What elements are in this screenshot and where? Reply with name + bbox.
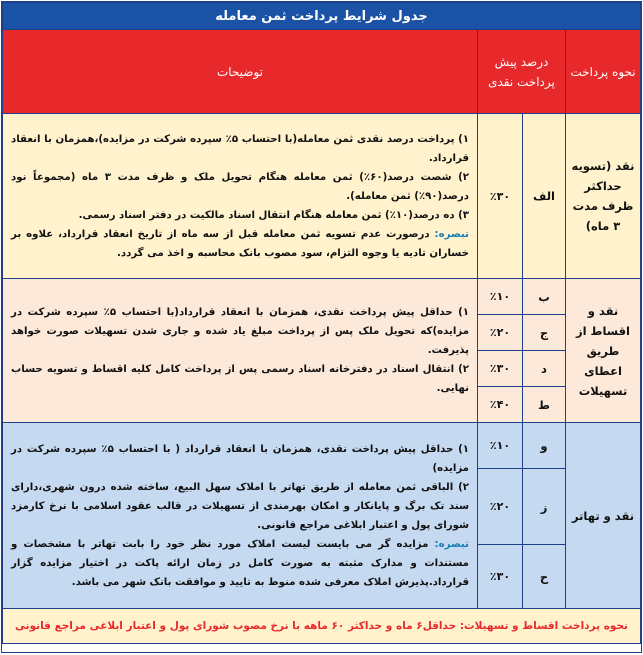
option-code: ب: [523, 279, 566, 315]
description-line: ۱) حداقل پیش پرداخت نقدی، همزمان با انعقاد قرارداد ( با احتساب ۵٪ سپرده شرکت در مزایده): [11, 443, 469, 474]
note: [11, 535, 469, 592]
description-cell: [3, 279, 478, 423]
header-payment-method: نحوه پرداخت: [566, 30, 641, 114]
table-title: جدول شرایط پرداخت ثمن معامله: [3, 3, 641, 30]
description-line: ۱) حداقل پیش پرداخت نقدی، همزمان با انعقاد قرارداد(با احتساب ۵٪ سپرده شرکت در مزایده)که تحویل ملک پس از پرداخت مبلغ یاد شده و جاری شدن تسهیلات صورت خواهد پذیرفت.: [11, 307, 470, 356]
description-line: ۱) پرداخت درصد نقدی ثمن معامله(با احتساب ۵٪ سپرده شرکت در مزایده)،همزمان با انعقاد قرارداد.: [11, 133, 469, 164]
category-installments: نقد و اقساط از طریق اعطای تسهیلات: [566, 279, 641, 423]
cash-percent: ٪۱۰: [478, 279, 523, 315]
note-text: مزایده گر می بایست لیست املاک مورد نظر خود را بابت تهاتر با مشخصات و مستندات و مدارک مثبته به صورت کامل در زمان ارائه پاکت در اختیار مزایده گزار قرارداد.پذیرش املاک معرفی شده منوط به تایید و موافقت بانک شهر می باشد.: [11, 538, 469, 588]
cash-percent: ٪۱۰: [478, 423, 523, 469]
cash-percent: ٪۴۰: [478, 387, 523, 423]
table-row: [3, 279, 641, 315]
note-text: درصورت عدم تسویه ثمن معامله قبل از سه ماه از تاریخ انعقاد قرارداد، علاوه بر خساران تادیه یا وجوه التزام، سود مصوب بانک محاسبه و اخذ می گردد.: [11, 228, 469, 259]
cash-percent: ٪۳۰: [478, 114, 523, 279]
cash-percent: ٪۲۰: [478, 469, 523, 545]
description-line: ۲) انتقال اسناد در دفترخانه اسناد رسمی پس از پرداخت کامل کلیه اقساط و تسویه حساب نهایی.: [11, 364, 469, 394]
description-cell: [3, 423, 478, 609]
option-code: د: [523, 351, 566, 387]
option-code: ج: [523, 315, 566, 351]
payment-terms-table-frame: [1, 1, 642, 653]
cash-percent: ٪۳۰: [478, 351, 523, 387]
header-description: توضیحات: [3, 30, 478, 114]
description-line: ۲) شصت درصد(۶۰٪) ثمن معامله هنگام تحویل ملک و ظرف مدت ۳ ماه (مجموعاً نود درصد(۹۰٪) ثمن معامله).: [11, 171, 469, 202]
category-barter: نقد و تهاتر: [566, 423, 641, 609]
table-row: [3, 114, 641, 279]
option-code: ط: [523, 387, 566, 423]
description-line: ۲) الباقی ثمن معامله از طریق تهاتر با املاک سهل البیع، ساخته شده درون شهری،دارای سند تک برگ و پایانکار و امکان بهرمندی از تسهیلات در قالب عقود اسلامی با نرخ کارمزد شورای پول و اعتبار ابلاغی مراجع قانونی.: [11, 481, 469, 531]
option-code: الف: [523, 114, 566, 279]
description-cell: [3, 114, 478, 279]
header-cash-percent: درصد پیش پرداخت نقدی: [478, 30, 566, 114]
note: [11, 225, 469, 263]
footer-note: نحوه پرداخت اقساط و تسهیلات: حداقل۶ ماه و حداکثر ۶۰ ماهه با نرخ مصوب شورای پول و اعتبار ابلاغی مراجع قانونی: [3, 609, 641, 644]
cash-percent: ٪۲۰: [478, 315, 523, 351]
note-label: تبصره:: [434, 228, 469, 240]
option-code: ز: [523, 469, 566, 545]
payment-terms-table: [2, 2, 641, 644]
table-row: [3, 423, 641, 469]
cash-percent: ٪۳۰: [478, 545, 523, 609]
option-code: ح: [523, 545, 566, 609]
note-label: تبصره:: [434, 538, 469, 550]
option-code: و: [523, 423, 566, 469]
category-cash: نقد (تسویه حداکثر ظرف مدت ۳ ماه): [566, 114, 641, 279]
description-line: ۳) ده درصد(۱۰٪) ثمن معامله هنگام انتقال اسناد مالکیت در دفتر اسناد رسمی.: [78, 209, 469, 221]
